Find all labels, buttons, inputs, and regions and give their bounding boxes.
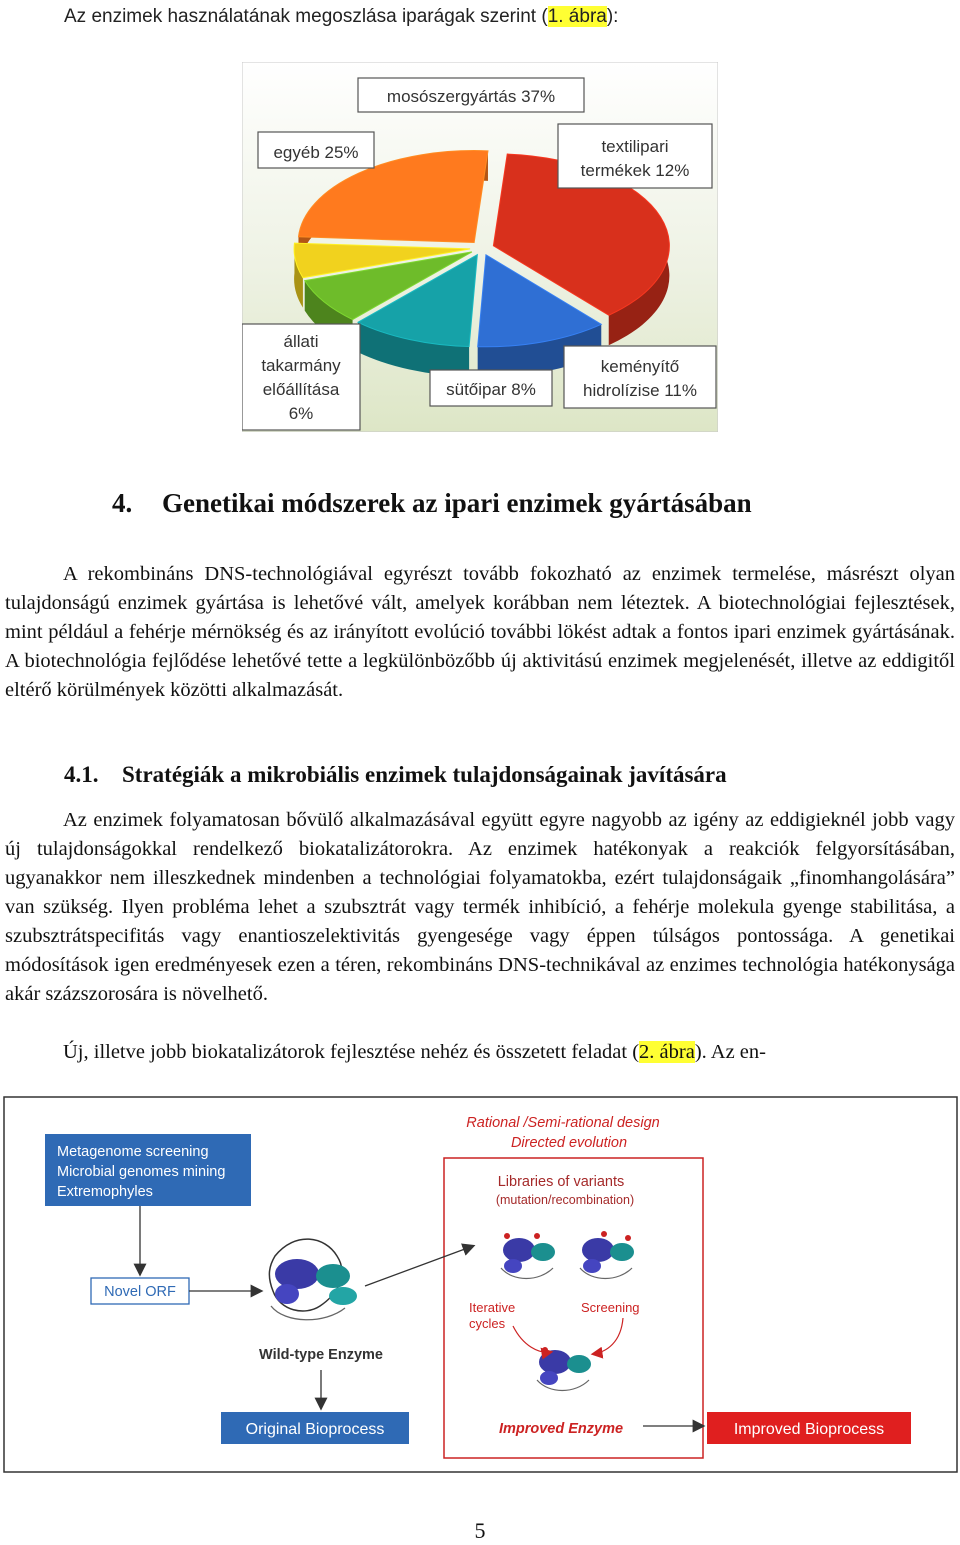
- screening-label: Screening: [581, 1300, 640, 1315]
- label-allati-line2: takarmány: [261, 356, 341, 375]
- figure2-link[interactable]: 2. ábra: [639, 1041, 695, 1063]
- source-box: [45, 1134, 251, 1206]
- page-number: 5: [474, 1518, 486, 1543]
- p3-text: Új, illetve jobb biokatalizátorok fejlesztése nehéz és összetett feladat (: [63, 1041, 640, 1063]
- subsection-title: Stratégiák a mikrobiális enzimek tulajdonságainak javítására: [122, 762, 727, 787]
- label-allati-line3: előállítása: [262, 380, 340, 399]
- rational-design-label: Rational /Semi-rational design: [466, 1115, 660, 1131]
- p3-tail: ). Az en-: [694, 1041, 766, 1063]
- original-bioprocess-label: Original Bioprocess: [245, 1421, 385, 1438]
- intro-tail: ):: [606, 6, 619, 27]
- figure1-intro: [64, 6, 618, 28]
- source-line-1: Metagenome screening: [57, 1144, 209, 1160]
- label-egyeb: [258, 132, 374, 168]
- novel-orf-box: [91, 1278, 189, 1304]
- enzyme-strategy-diagram: [3, 1096, 958, 1473]
- subsection-number: 4.1.: [64, 762, 99, 787]
- improved-bioprocess-label: Improved Bioprocess: [733, 1421, 885, 1438]
- label-kemeny-line2: hidrolízise 11%: [582, 381, 698, 400]
- label-suto: [430, 370, 552, 406]
- mutation-label: (mutation/recombination): [495, 1193, 635, 1207]
- label-allati-line1: állati: [283, 332, 319, 351]
- original-bioprocess-box: [221, 1412, 409, 1444]
- label-textil: [558, 124, 712, 188]
- label-kemeny: [564, 346, 716, 408]
- label-allati-line4: 6%: [288, 404, 314, 423]
- iterative-label-2: cycles: [469, 1316, 506, 1331]
- paragraph-3: [5, 1038, 955, 1067]
- label-egyeb-text: egyéb 25%: [273, 143, 359, 162]
- novel-orf-label: Novel ORF: [104, 1284, 176, 1300]
- iterative-label-1: Iterative: [469, 1300, 516, 1315]
- subsection-heading: [64, 762, 727, 788]
- section-title: Genetikai módszerek az ipari enzimek gyártásában: [162, 488, 752, 518]
- paragraph-1: A rekombináns DNS-technológiával egyrészt tovább fokozható az enzimek termelése, másrészt olyan tulajdonságú enzimek gyártása is lehetővé vált, amelyek korábban nem léteztek. A biotechnológiai fejlesztések, mint például a fehérje mérnökség és az irányított evolúció további lökést adtak a fontos ipari enzimek gyártásának. A biotechnológia fejlődése lehetővé tette a legkülönbözőbb új aktivitású enzimek megjelenését, illetve az eddigitől eltérő körülmények közötti alkalmazását.: [5, 563, 955, 701]
- improved-bioprocess-box: [707, 1412, 911, 1444]
- label-allati: [242, 324, 360, 430]
- label-textil-line1: textilipari: [601, 137, 669, 156]
- wild-type-label: Wild-type Enzyme: [259, 1347, 383, 1363]
- label-suto-text: sütőipar 8%: [446, 380, 536, 399]
- label-moso: [358, 78, 584, 112]
- section-heading: [112, 488, 752, 519]
- figure1-link[interactable]: 1. ábra: [547, 6, 607, 27]
- improved-enzyme-label: Improved Enzyme: [498, 1421, 624, 1437]
- source-line-2: Microbial genomes mining: [57, 1164, 226, 1180]
- section-number: 4.: [112, 488, 133, 518]
- intro-text: Az enzimek használatának megoszlása iparágak szerint (: [64, 6, 548, 27]
- label-moso-text: mosószergyártás 37%: [386, 87, 556, 106]
- paragraph-2: Az enzimek folyamatosan bővülő alkalmazásával együtt egyre nagyobb az igény az eddigieknél jobb vagy új tulajdonságokkal rendelkező biokatalizátorokra. Az enzimek hatékonyak a reakciók felgyorsításában, ugyanakkor nem illeszkednek mindenben a technológiai folyamatokba, ezért tulajdonságaik „finomhangolására” van szükség. Ilyen probléma lehet a szubsztrát vagy termék inhibíció, a fehérje molekula gyenge stabilitása, a szubsztrátspecifitás vagy enantioszelektivitás gyengesége vagy éppen túlságos pontossága. A genetikai módosítások igen eredményesek ezen a téren, rekombináns DNS-technikával az enzimes technológia hatékonysága akár százszorosára is növelhető.: [5, 809, 955, 1005]
- label-textil-line2: termékek 12%: [580, 161, 690, 180]
- enzyme-usage-pie-chart: [242, 62, 718, 432]
- source-line-3: Extremophyles: [57, 1184, 153, 1200]
- libraries-label: Libraries of variants: [497, 1174, 625, 1190]
- label-kemeny-line1: keményítő: [600, 357, 680, 376]
- directed-evolution-label: Directed evolution: [510, 1135, 628, 1151]
